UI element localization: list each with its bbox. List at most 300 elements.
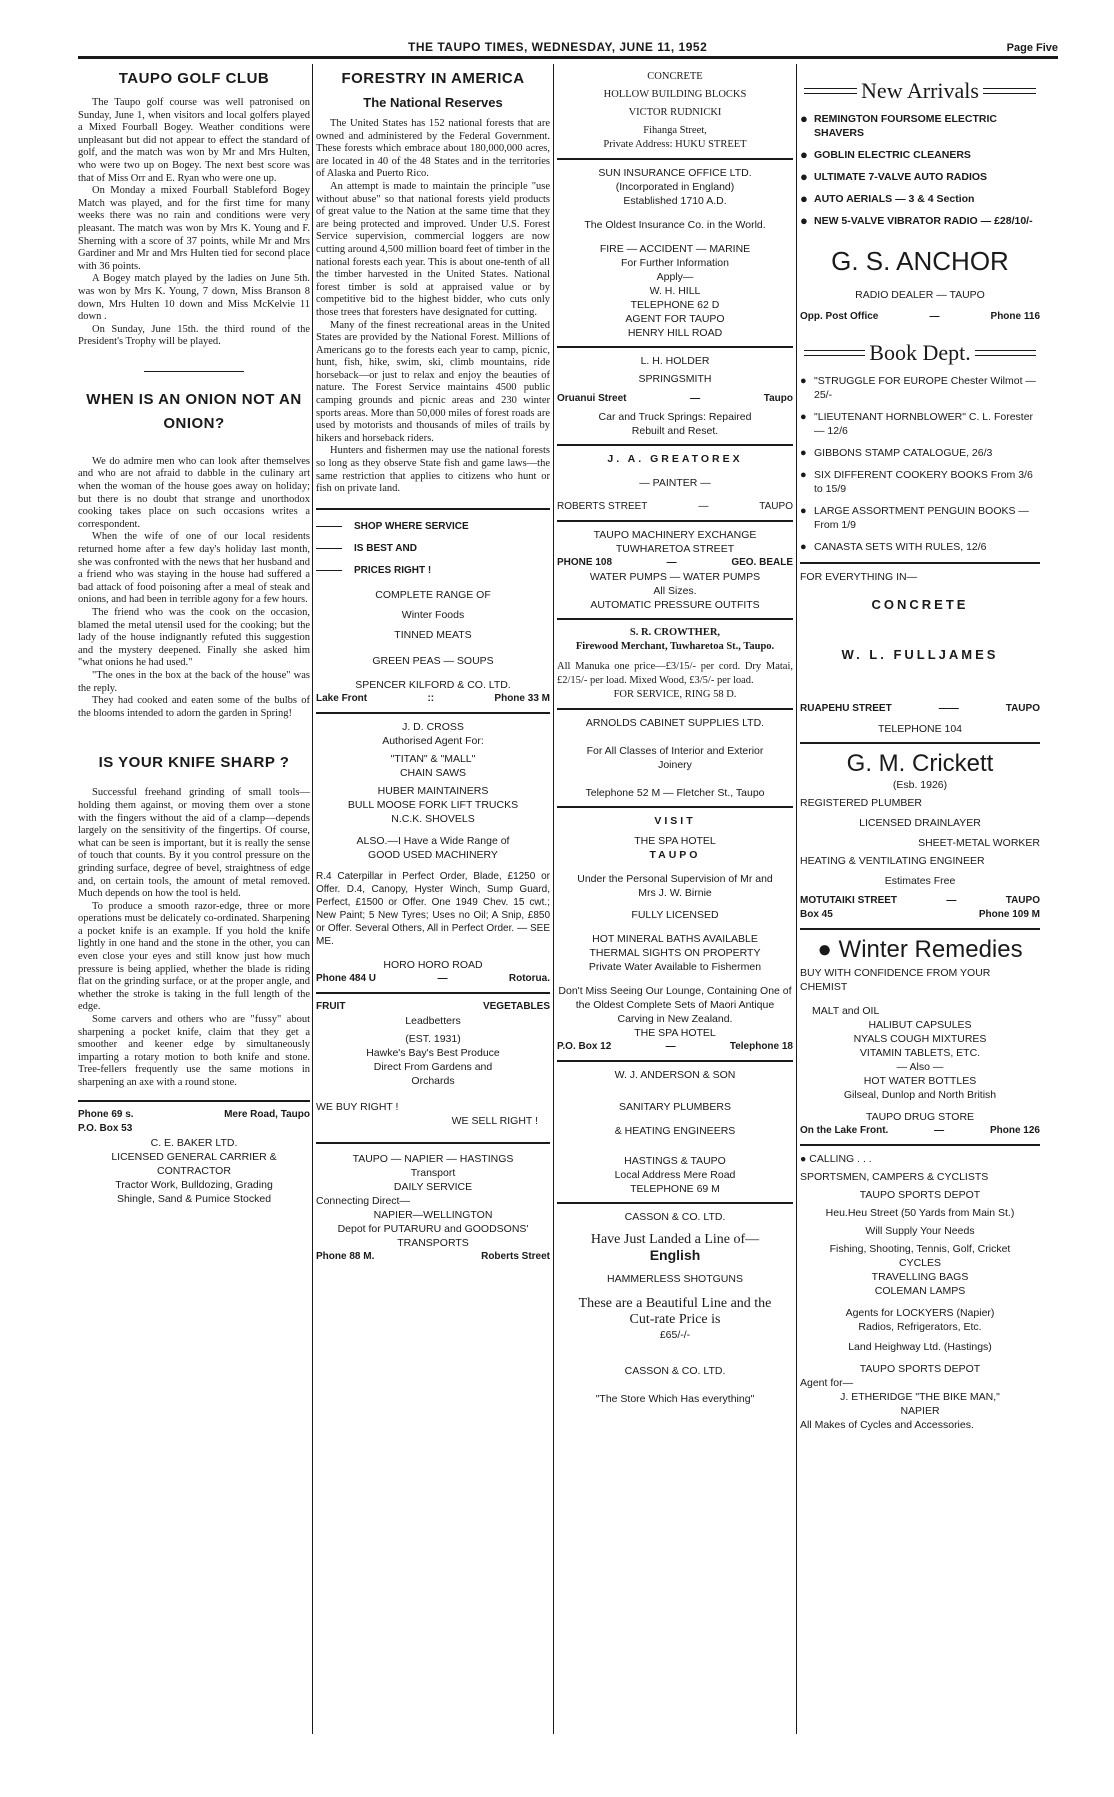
column-3 <box>557 64 793 1406</box>
ad-anderson <box>557 1068 793 1196</box>
ad-line: "The Store Which Has everything" <box>595 1393 755 1405</box>
article-subtitle: The National Reserves <box>363 95 503 110</box>
business-name: SPENCER KILFORD & CO. LTD. <box>355 678 511 691</box>
ad-row <box>316 972 550 986</box>
item-text: CANASTA SETS WITH RULES, 12/6 <box>814 541 987 553</box>
ad-line: Radios, Refrigerators, Etc. <box>858 1321 982 1333</box>
article-paragraph: Successful freehand grinding of small tools—holding them against, or moving them over a stone with the fingers without the aid of a clamp—depends largely on the sensitivity of the fingertips. Of course, what can be seen is important, but it is really the sense of touch that counts. By it you control pressure on the grinding surface, degree of bevel, straightness of edge and, on certain tools, the amount of metal removed. Much depends on how the tool is held. <box>78 787 310 900</box>
ad-line: English <box>649 1247 701 1263</box>
ad-row <box>316 692 550 706</box>
business-name: SUN INSURANCE OFFICE LTD. <box>598 167 752 179</box>
ad-spencer-kilford <box>316 516 550 706</box>
separator: —— <box>938 703 959 714</box>
ad-line: HENRY HILL ROAD <box>627 327 723 339</box>
ad-line: TINNED MEATS <box>394 628 472 641</box>
ad-text: All Manuka one price—£3/15/- per cord. Dry Matai, £2/15/- per load. Mixed Wood, £3/5/- per load. <box>557 661 793 686</box>
ad-line: THE SPA HOTEL <box>634 1027 716 1039</box>
ad-line: TUWHARETOA STREET <box>615 543 735 555</box>
ad-line: FOR SERVICE, RING 58 D. <box>613 689 737 700</box>
location: Opp. Post Office <box>800 311 879 322</box>
article-onion <box>78 388 310 720</box>
heading-text: Book Dept. <box>869 340 971 365</box>
po-box: P.O. Box 53 <box>78 1122 133 1134</box>
ad-line: Estimates Free <box>884 875 956 887</box>
business-name: J. A. GREATOREX <box>607 453 743 465</box>
ad-row <box>800 310 1040 324</box>
business-name: W. L. FULLJAMES <box>841 647 999 662</box>
bullet-icon: ● <box>800 147 808 162</box>
ad-row <box>557 556 793 570</box>
ad-row <box>557 1040 793 1054</box>
article-title: FORESTRY IN AMERICA <box>341 70 525 87</box>
spacer <box>78 720 310 748</box>
ad-sun-insurance <box>557 166 793 340</box>
ad-line-text: CALLING . . . <box>809 1153 872 1165</box>
column-1 <box>78 64 310 1206</box>
ad-book-dept <box>800 340 1040 554</box>
separator: — <box>698 501 709 512</box>
ad-line: WE SELL RIGHT ! <box>451 1114 538 1127</box>
bullet-icon: ● <box>800 1153 810 1165</box>
ad-arnolds <box>557 716 793 800</box>
ad-line: Telephone 52 M — Fletcher St., Taupo <box>585 787 765 799</box>
ad-row <box>800 702 1040 716</box>
ad-line: LICENSED DRAINLAYER <box>859 817 981 829</box>
ad-line: — PAINTER — <box>639 477 711 489</box>
separator: — <box>929 311 940 322</box>
ad-line: FOR EVERYTHING IN— <box>800 571 918 583</box>
ad-line: DAILY SERVICE <box>393 1180 473 1193</box>
separator: — <box>437 972 448 984</box>
street: Roberts Street <box>481 1250 550 1262</box>
ad-line: HORO HORO ROAD <box>383 958 483 971</box>
ad-line: HUBER MAINTAINERS <box>377 784 489 797</box>
ad-line: Will Supply Your Needs <box>865 1225 975 1237</box>
ad-line: Firewood Merchant, Tuwharetoa St., Taupo. <box>575 641 775 652</box>
ad-line: HASTINGS & TAUPO <box>624 1155 726 1167</box>
bullet-icon: ● <box>800 111 808 126</box>
ad-sports-depot <box>800 1152 1040 1432</box>
item-text: SIX DIFFERENT COOKERY BOOKS From 3/6 to 15/9 <box>814 469 1033 495</box>
ad-line: TAUPO <box>649 849 701 861</box>
list-item <box>800 192 1040 206</box>
ad-line: — Also — <box>896 1061 944 1073</box>
ad-line: (Esb. 1926) <box>892 779 948 791</box>
heading-text: Winter Remedies <box>838 936 1023 963</box>
ad-line: HEATING & VENTILATING ENGINEER <box>800 855 985 867</box>
ad-row <box>557 500 793 514</box>
town: TAUPO <box>1005 895 1040 906</box>
article-paragraph: To produce a smooth razor-edge, three or more operations must be delicately co-ordinated. Sharpening a pocket knife is an example. If you hold the knife lightly in one hand and the stone in the other, you can even close your eyes and still know just how much pressure is being applied, whether the blade is riding flat on the grinding surface, or at the proper angle, and whether the stroke is taking in the full length of the edge. <box>78 900 310 1013</box>
divider <box>78 1100 310 1102</box>
ad-crickett <box>800 750 1040 922</box>
ad-winter-remedies <box>800 936 1040 1138</box>
ad-line: CONCRETE <box>647 71 703 82</box>
ad-line: HOLLOW BUILDING BLOCKS <box>603 89 747 100</box>
ad-line: Orchards <box>411 1074 455 1087</box>
business-name: TAUPO SPORTS DEPOT <box>859 1189 981 1201</box>
ad-line: Shingle, Sand & Pumice Stocked <box>116 1192 272 1205</box>
phone: Phone 69 s. <box>78 1108 134 1120</box>
ad-line: AUTOMATIC PRESSURE OUTFITS <box>590 599 760 611</box>
separator: — <box>666 557 677 568</box>
business-name: W. J. ANDERSON & SON <box>614 1069 736 1081</box>
ad-line: HOT MINERAL BATHS AVAILABLE <box>592 933 758 945</box>
item-text: GOBLIN ELECTRIC CLEANERS <box>814 149 971 161</box>
ad-line: PRICES RIGHT ! <box>316 560 550 582</box>
separator: — <box>690 393 701 404</box>
agent-name: W. H. HILL <box>649 285 701 297</box>
ad-line: COLEMAN LAMPS <box>874 1285 966 1297</box>
divider <box>800 928 1040 930</box>
item-text: GIBBONS STAMP CATALOGUE, 26/3 <box>814 447 993 459</box>
list-item <box>800 170 1040 184</box>
ad-line: Authorised Agent For: <box>382 734 484 747</box>
item-text: LARGE ASSORTMENT PENGUIN BOOKS — From 1/9 <box>814 505 1029 531</box>
column-divider <box>553 64 554 1734</box>
ad-line: TRAVELLING BAGS <box>871 1271 969 1283</box>
ad-row <box>800 894 1040 908</box>
address: Mere Road, Taupo <box>224 1108 310 1120</box>
list-item <box>800 504 1040 532</box>
ad-line: SANITARY PLUMBERS <box>618 1101 732 1113</box>
ad-line: Fihanga Street, <box>643 125 707 136</box>
ad-line: Gilseal, Dunlop and North British <box>843 1089 997 1101</box>
ad-line: Car and Truck Springs: Repaired <box>598 411 752 423</box>
ad-line: ALSO.—I Have a Wide Range of <box>356 834 510 847</box>
phone: Phone 109 M <box>978 909 1040 920</box>
ad-row <box>78 1108 310 1122</box>
divider <box>800 562 1040 564</box>
ad-greatorex <box>557 452 793 514</box>
ad-baker <box>78 1108 310 1206</box>
item-text: NEW 5-VALVE VIBRATOR RADIO — £28/10/- <box>814 215 1033 227</box>
ad-line: COMPLETE RANGE OF <box>375 588 491 601</box>
divider <box>557 346 793 348</box>
ad-line: NAPIER—WELLINGTON <box>373 1208 493 1221</box>
ad-line: REGISTERED PLUMBER <box>800 797 922 809</box>
ad-line: HALIBUT CAPSULES <box>868 1019 972 1031</box>
ad-line: SPRINGSMITH <box>638 373 712 385</box>
business-name: ARNOLDS CABINET SUPPLIES LTD. <box>585 717 765 729</box>
ad-line: CHAIN SAWS <box>399 766 467 779</box>
ad-fulljames <box>800 570 1040 736</box>
town: TAUPO <box>1005 703 1040 714</box>
heading-rule <box>804 88 857 94</box>
article-paragraph: The United States has 152 national forests that are owned and administered by the Federal Government. These forests which embrace about 180,000,000 acres, are located in 40 of the 48 States and in the territories of Alaska and Puerto Rico. <box>316 118 550 180</box>
town: Rotorua. <box>508 972 550 984</box>
bullet-icon: ● <box>800 191 808 206</box>
business-name: TAUPO DRUG STORE <box>865 1111 975 1123</box>
ad-concrete-rudnicki <box>557 70 793 152</box>
ad-row <box>316 1000 550 1014</box>
price: £65/-/- <box>659 1329 691 1341</box>
ad-line: N.C.K. SHOVELS <box>391 812 475 825</box>
ad-line: CYCLES <box>898 1257 941 1269</box>
ad-text: Don't Miss Seeing Our Lounge, Containing One of the Oldest Complete Sets of Maori Antique Carving in New Zealand. <box>558 985 792 1025</box>
article-paragraph: Hunters and fishermen may use the national forests so long as they observe State fish and game laws—the same restriction that applies to citizens who hunt or fish on private land. <box>316 445 550 495</box>
ad-crowther <box>557 626 793 702</box>
ad-line: Fishing, Shooting, Tennis, Golf, Cricket <box>829 1243 1011 1255</box>
ad-line: VISIT <box>654 815 696 827</box>
heading-rule <box>983 88 1036 94</box>
ad-line: WE BUY RIGHT ! <box>316 1100 399 1113</box>
business-name: G. M. Crickett <box>846 750 994 777</box>
divider <box>557 158 793 160</box>
masthead-rule <box>78 56 1058 59</box>
item-text: "STRUGGLE FOR EUROPE Chester Wilmot — 25/- <box>814 375 1036 401</box>
ad-transport <box>316 1152 550 1264</box>
article-paragraph: The friend who was the cook on the occasion, blamed the metal utensil used for the cooking; but the lady of the house indignantly refuted this suggestion and the mystery deepened. Finally she asked him "what onions he had used." <box>78 607 310 669</box>
bullet-icon: ● <box>800 375 807 387</box>
masthead-title: THE TAUPO TIMES, WEDNESDAY, JUNE 11, 1952 <box>408 40 708 54</box>
phone: Telephone 18 <box>729 1041 793 1052</box>
article-paragraph: An attempt is made to maintain the principle "use without abuse" so that national forests yield products of great value to the Nation at the same time that they are being protected and improved. Under U.S. Forest Service supervision, commercial loggers are now cutting around 4,500 million board feet of timber in the national forests each year. This is about one-tenth of all the timber harvested in the United States. National forest timber is sold at appraised value or by competitive bid to the highest bidder, who cuts only those trees that foresters have designated for cutting. <box>316 180 550 318</box>
bullet-icon: ● <box>817 936 839 963</box>
bullet-icon: ● <box>800 447 807 459</box>
divider <box>144 371 244 372</box>
ad-line: GOOD USED MACHINERY <box>368 848 498 861</box>
ad-row <box>78 1122 310 1136</box>
divider <box>316 712 550 714</box>
street: Oruanui Street <box>557 393 627 404</box>
ad-line: Connecting Direct— <box>316 1194 410 1207</box>
ad-row <box>800 908 1040 922</box>
business-name: G. S. ANCHOR <box>831 246 1009 276</box>
ad-line: SHEET-METAL WORKER <box>918 837 1040 849</box>
ad-line: MALT and OIL <box>812 1005 880 1017</box>
section-heading <box>800 78 1040 104</box>
column-divider <box>312 64 313 1734</box>
ad-line: Hawke's Bay's Best Produce <box>366 1046 500 1059</box>
column-divider <box>796 64 797 1734</box>
ad-casson <box>557 1210 793 1406</box>
phone: Phone 484 U <box>316 972 377 984</box>
article-paragraph: Some carvers and others who are "fussy" about sharpening a pocket knife, claim that they get a smoother and keener edge by simultaneously imparting a rotary motion to both knife and stone. Tree-fellers frequently use the same motions in sharpening an axe with a round stone. <box>78 1014 310 1088</box>
bullet-icon: ● <box>800 169 808 184</box>
article-knife <box>78 754 310 1089</box>
item-text: "LIEUTENANT HORNBLOWER" C. L. Forester — 12/6 <box>814 411 1034 437</box>
divider <box>316 992 550 994</box>
masthead <box>78 40 1058 56</box>
business-name: L. H. HOLDER <box>640 355 710 367</box>
ad-headline: Winter Foods <box>401 608 465 621</box>
ad-holder <box>557 354 793 438</box>
ad-line: "TITAN" & "MALL" <box>390 752 476 765</box>
ad-line: AGENT FOR TAUPO <box>625 313 725 325</box>
ad-machinery-exchange <box>557 528 793 612</box>
street: RUAPEHU STREET <box>800 703 892 714</box>
ad-line: Established 1710 A.D. <box>623 195 727 207</box>
po-box: Box 45 <box>800 909 833 920</box>
divider <box>557 806 793 808</box>
ad-row <box>557 392 793 406</box>
location: On the Lake Front. <box>800 1125 889 1136</box>
ad-line: CONTRACTOR <box>157 1164 231 1177</box>
ad-line: BULL MOOSE FORK LIFT TRUCKS <box>347 798 519 811</box>
ad-line: TELEPHONE 69 M <box>630 1183 720 1195</box>
ad-line: The Oldest Insurance Co. in the World. <box>584 219 766 231</box>
article-title: WHEN IS AN ONION NOT AN ONION? <box>86 390 302 432</box>
ad-line: SHOP WHERE SERVICE <box>316 516 550 538</box>
item-text: AUTO AERIALS — 3 & 4 Section <box>814 193 975 205</box>
ad-leadbetters <box>316 1000 550 1128</box>
separator: — <box>665 1041 676 1052</box>
business-name: VICTOR RUDNICKI <box>628 107 722 118</box>
ad-line: THERMAL SIGHTS ON PROPERTY <box>589 947 761 959</box>
ad-line: WATER PUMPS — WATER PUMPS <box>589 571 761 583</box>
article-paragraph: When the wife of one of our local residents returned home after a few day's holiday last month, she was confronted with the news that her husband and a friend who was staying in the house had suffered a bad attack of food poisoning after a meal of steak and onions, and had been in terrible agony for a few hours. <box>78 531 310 606</box>
business-name: J. D. CROSS <box>402 720 464 733</box>
heading-rule <box>975 350 1036 356</box>
ad-line: Private Water Available to Fishermen <box>588 961 762 973</box>
ad-line: NAPIER <box>900 1405 940 1417</box>
ad-line: TRANSPORTS <box>397 1236 469 1249</box>
ad-line: Direct From Gardens and <box>373 1060 493 1073</box>
list-item <box>800 446 1040 460</box>
list-item <box>800 148 1040 162</box>
ad-line: All Makes of Cycles and Accessories. <box>800 1419 974 1431</box>
ad-line: FIRE — ACCIDENT — MARINE <box>599 243 751 255</box>
divider <box>316 508 550 510</box>
divider <box>557 520 793 522</box>
business-name: S. R. CROWTHER, <box>629 627 721 638</box>
ad-line: J. ETHERIDGE "THE BIKE MAN," <box>840 1391 1000 1403</box>
ad-line: BUY WITH CONFIDENCE FROM YOUR CHEMIST <box>800 967 991 993</box>
bullet-icon: ● <box>800 505 807 517</box>
divider <box>557 444 793 446</box>
ad-line: Tractor Work, Bulldozing, Grading <box>115 1178 273 1191</box>
ad-line: These are a Beautiful Line and the Cut-rate Price is <box>578 1296 772 1327</box>
business-name: TAUPO MACHINERY EXCHANGE <box>593 529 757 541</box>
list-item <box>800 214 1040 228</box>
business-name: THE SPA HOTEL <box>634 835 716 847</box>
phone: Phone 88 M. <box>316 1250 375 1262</box>
article-paragraph: We do admire men who can look after themselves and who are not afraid to dabble in the culinary art when the woman of the house goes away on holiday; but there is no doubt that strange and unorthodox cooking takes place on such occasions writes a correspondent. <box>78 455 310 530</box>
ad-headline: HAMMERLESS SHOTGUNS <box>607 1273 743 1285</box>
article-paragraph: On Sunday, June 15th. the third round of the President's Trophy will be played. <box>78 323 310 348</box>
separator: — <box>934 1125 945 1136</box>
ad-line <box>800 1152 1040 1166</box>
ad-headline: CONCRETE <box>871 597 969 612</box>
ad-new-arrivals <box>800 78 1040 324</box>
bullet-icon: ● <box>800 213 808 228</box>
ad-line: Apply— <box>656 271 694 283</box>
page-number: Page Five <box>1006 42 1058 54</box>
item-text: REMINGTON FOURSOME ELECTRIC SHAVERS <box>814 113 997 139</box>
article-paragraph: The Taupo golf course was well patronised on Sunday, June 1, when visitors and local golfers played a Mixed Fourball Bogey. Weather conditions were unpleasant but did not appear to effect the standard of golf, and the match was won by Mr and Mrs Hulten, who were two up on Bogey. The next best score was that of Miss Orr and E. Ryan who were one up. <box>78 97 310 184</box>
ad-line: Have Just Landed a Line of— <box>590 1232 760 1247</box>
list-item <box>800 410 1040 438</box>
separator: — <box>946 895 957 906</box>
column-2 <box>316 64 550 1264</box>
heading-text: New Arrivals <box>861 78 979 103</box>
ad-line: RADIO DEALER — TAUPO <box>855 289 985 301</box>
divider <box>557 1060 793 1062</box>
business-name: CASSON & CO. LTD. <box>624 1211 726 1223</box>
ad-line: HOT WATER BOTTLES <box>863 1075 977 1087</box>
list-item <box>800 540 1040 554</box>
ad-line: FULLY LICENSED <box>631 909 719 921</box>
phone: PHONE 108 <box>557 557 613 568</box>
ad-line: Private Address: HUKU STREET <box>603 139 747 150</box>
phone: Phone 116 <box>990 311 1040 322</box>
ad-line: FRUIT <box>316 1000 346 1012</box>
article-paragraph: "The ones in the box at the back of the house" was the reply. <box>78 669 310 694</box>
divider <box>557 1202 793 1204</box>
list-item <box>800 112 1040 140</box>
ad-line: Agent for— <box>800 1377 854 1389</box>
section-heading <box>800 340 1040 366</box>
article-title: IS YOUR KNIFE SHARP ? <box>98 754 290 772</box>
ad-jd-cross <box>316 720 550 986</box>
ad-line: LICENSED GENERAL CARRIER & <box>111 1150 277 1163</box>
article-title: TAUPO GOLF CLUB <box>118 70 270 87</box>
ad-line: NYALS COUGH MIXTURES <box>853 1033 987 1045</box>
street: MOTUTAIKI STREET <box>800 895 898 906</box>
town: Taupo <box>763 393 793 404</box>
item-text: ULTIMATE 7-VALVE AUTO RADIOS <box>814 171 988 183</box>
ad-line: (EST. 1931) <box>405 1032 461 1045</box>
divider <box>557 708 793 710</box>
ad-line: & HEATING ENGINEERS <box>614 1125 736 1137</box>
column-4 <box>800 64 1040 1432</box>
location: Lake Front <box>316 692 368 704</box>
ad-headline <box>800 936 1040 964</box>
po-box: P.O. Box 12 <box>557 1041 612 1052</box>
bullet-icon: ● <box>800 541 807 553</box>
ad-line: For Further Information <box>621 257 729 269</box>
article-forestry <box>316 70 550 496</box>
street: ROBERTS STREET <box>557 501 648 512</box>
ad-line: Depot for PUTARURU and GOODSONS' <box>337 1222 529 1235</box>
ad-line: Local Address Mere Road <box>614 1169 736 1181</box>
phone: Phone 126 <box>989 1125 1040 1136</box>
divider <box>316 1142 550 1144</box>
list-item <box>800 468 1040 496</box>
ad-line: Land Heighway Ltd. (Hastings) <box>848 1341 992 1353</box>
ad-row <box>316 1250 550 1264</box>
bullet-icon: ● <box>800 469 807 481</box>
phone: Phone 33 M <box>494 692 550 704</box>
article-paragraph: A Bogey match played by the ladies on June 5th. was won by Mrs K. Young, 7 down, Miss Branson 8 down, Mrs Hulten 10 down and Miss McKelvie 11 down . <box>78 273 310 323</box>
ad-line: VITAMIN TABLETS, ETC. <box>859 1047 981 1059</box>
ad-line: TELEPHONE 62 D <box>630 299 720 311</box>
business-name: TAUPO SPORTS DEPOT <box>859 1363 981 1375</box>
ad-line: TAUPO — NAPIER — HASTINGS <box>352 1152 514 1165</box>
ad-row <box>800 1124 1040 1138</box>
ad-line: SPORTSMEN, CAMPERS & CYCLISTS <box>800 1171 989 1183</box>
ad-line: Rebuilt and Reset. <box>631 425 719 437</box>
article-paragraph: Many of the finest recreational areas in the United States are provided by the National Forest. Millions of Americans go to the forests each year to camp, picnic, hunt, fish, hike, swim, ski, climb mountains, ride horseback—or just to relax and enjoy the beauties of nature. The Forest Service maintains 4500 public camping grounds and picnic areas and 230 winter sports areas. More than 50,000 miles of forest roads are used by motorists and thousands of miles of trails by hikers and horseback riders. <box>316 319 550 444</box>
ad-line: Heu.Heu Street (50 Yards from Main St.) <box>825 1207 1015 1219</box>
business-name: CASSON & CO. LTD. <box>624 1365 726 1377</box>
divider <box>800 1144 1040 1146</box>
article-paragraph: On Monday a mixed Fourball Stableford Bogey Match was played, and for the first time for many weeks there was no rain and conditions were very pleasant. The match was won by Mrs K. Young and F. Sherning with a score of 37 points, while Mr and Mrs Gardiner and Mr and Mrs Hulten tied for second place with 36 points. <box>78 185 310 272</box>
ad-line: VEGETABLES <box>482 1000 550 1012</box>
bullet-icon: ● <box>800 411 807 423</box>
ad-line: Under the Personal Supervision of Mr and Mrs J. W. Birnie <box>577 873 773 899</box>
list-item <box>800 374 1040 402</box>
ad-line: For All Classes of Interior and Exterior Joinery <box>586 745 764 771</box>
article-paragraph: They had cooked and eaten some of the bulbs of the blooms intended to adorn the garden in Spring! <box>78 695 310 719</box>
town: TAUPO <box>759 501 793 512</box>
heading-rule <box>804 350 865 356</box>
ad-line: Agents for LOCKYERS (Napier) <box>845 1307 995 1319</box>
ad-text: R.4 Caterpillar in Perfect Order, Blade, £1250 or Offer. D.4, Canopy, Hyster Winch, Sump Guard, Perfect, £1500 or Offer. One 1949 Chev. 15 cwt.; New Paint; 5 New Tyres; Uses no Oil; A Snip, £850 or Offer. Several Others, All in Perfect Order. — SEE ME. <box>316 870 550 947</box>
ad-line: IS BEST AND <box>316 538 550 560</box>
owner: GEO. BEALE <box>731 557 793 568</box>
